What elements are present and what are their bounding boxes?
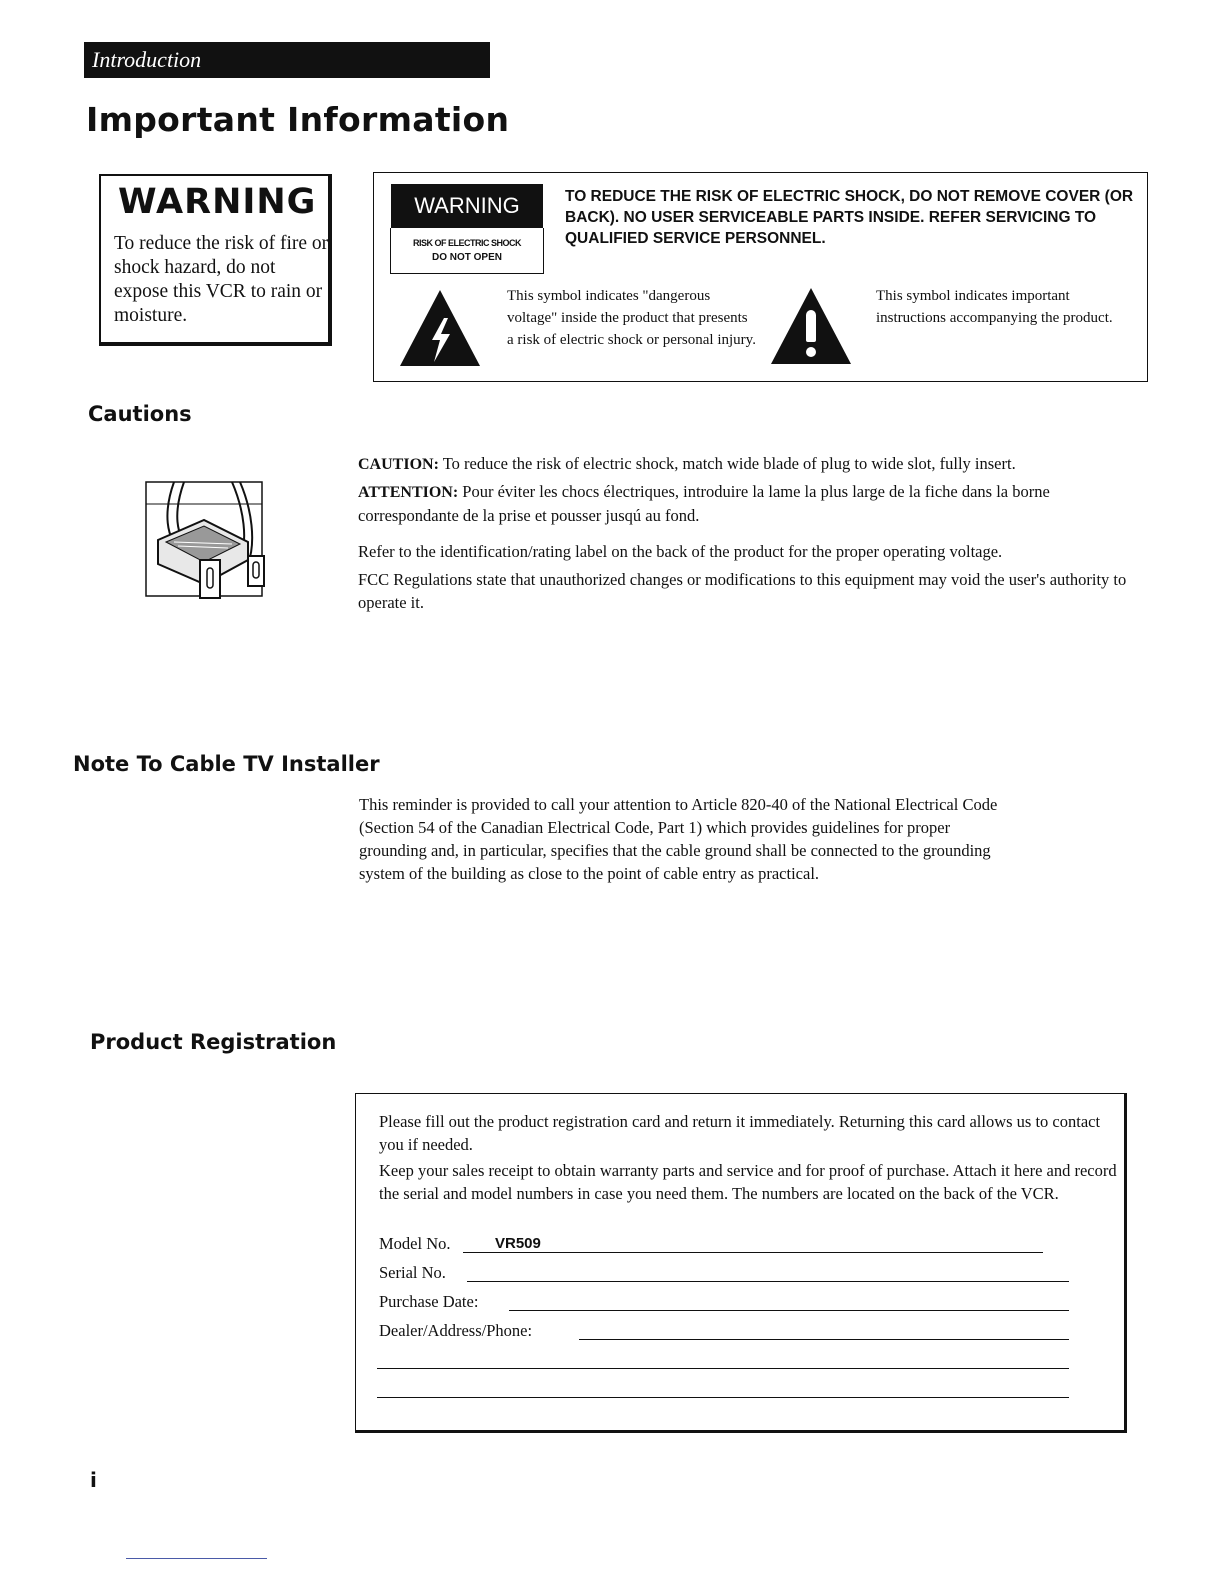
page-title: Important Information [86, 100, 510, 139]
purchase-date-line [509, 1310, 1069, 1311]
caution-label-warning: WARNING [391, 184, 543, 228]
serial-number-label: Serial No. [379, 1263, 446, 1282]
registration-heading: Product Registration [90, 1030, 337, 1054]
caution-label-risk: RISK OF ELECTRIC SHOCK [412, 238, 521, 248]
caution-lead: CAUTION: [358, 456, 439, 473]
model-number-label: Model No. [379, 1234, 451, 1253]
purchase-date-label: Purchase Date: [379, 1292, 479, 1311]
exclamation-triangle-icon [771, 288, 851, 364]
caution-label-box [390, 228, 544, 274]
section-tab: Introduction [84, 42, 490, 78]
dealer-line-1 [579, 1339, 1069, 1340]
dealer-line-3 [377, 1397, 1069, 1398]
dealer-address-phone-label: Dealer/Address/Phone: [379, 1321, 533, 1340]
attention-text: Pour éviter les chocs électriques, introduire la lame la plus large de la fiche dans la borne correspondante de la prise et pousser jusqú au fond. [358, 482, 1050, 525]
cable-installer-text: This reminder is provided to call your attention to Article 820-40 of the National Electrical Code (Section 54 of the Canadian Electrical Code, Part 1) which provides guidelines for proper grounding and, in particular, specifies that the cable ground shall be connected to the grounding system of the building as close to the point of cable entry as practical. [359, 795, 998, 883]
caution-line [358, 452, 1148, 476]
important-symbol-text: This symbol indicates important instructions accompanying the product. [876, 288, 1113, 326]
footer-rule [126, 1558, 267, 1559]
voltage-symbol-text: This symbol indicates "dangerous voltage" inside the product that presents a risk of electric shock or personal injury. [507, 288, 756, 348]
polarized-plug-icon [144, 480, 274, 610]
panel-warning-text: TO REDUCE THE RISK OF ELECTRIC SHOCK, DO NOT REMOVE COVER (OR BACK). NO USER SERVICEABLE PARTS INSIDE. REFER SERVICING TO QUALIFIED SERVICE PERSONNEL. [565, 188, 1134, 247]
dealer-line-2 [377, 1368, 1069, 1369]
caution-text: To reduce the risk of electric shock, match wide blade of plug to wide slot, fully insert. [442, 454, 1016, 473]
attention-line [358, 480, 1133, 527]
page-number: i [90, 1468, 97, 1492]
warning-heading: WARNING [118, 182, 317, 222]
serial-number-line [467, 1281, 1069, 1282]
attention-lead: ATTENTION: [358, 484, 459, 501]
model-number-value: VR509 [495, 1235, 541, 1252]
fcc-text: FCC Regulations state that unauthorized changes or modifications to this equipment may void the user's authority to operate it. [358, 570, 1127, 612]
caution-label-do-not-open: DO NOT OPEN [431, 252, 502, 263]
cautions-heading: Cautions [88, 402, 192, 426]
warning-text: To reduce the risk of fire or shock hazard, do not expose this VCR to rain or moisture. [114, 233, 329, 326]
model-number-line [463, 1252, 1043, 1253]
lightning-triangle-icon [400, 290, 480, 366]
cable-installer-heading: Note To Cable TV Installer [73, 752, 380, 776]
rating-text: Refer to the identification/rating label on the back of the product for the proper operating voltage. [358, 542, 1003, 561]
registration-receipt-note: Keep your sales receipt to obtain warranty parts and service and for proof of purchase. Attach it here and record the serial and model numbers in case you need them. The numbers are located on the back of the VCR. [379, 1161, 1117, 1203]
registration-instructions: Please fill out the product registration card and return it immediately. Returning this card allows us to contact you if needed. [379, 1112, 1101, 1154]
